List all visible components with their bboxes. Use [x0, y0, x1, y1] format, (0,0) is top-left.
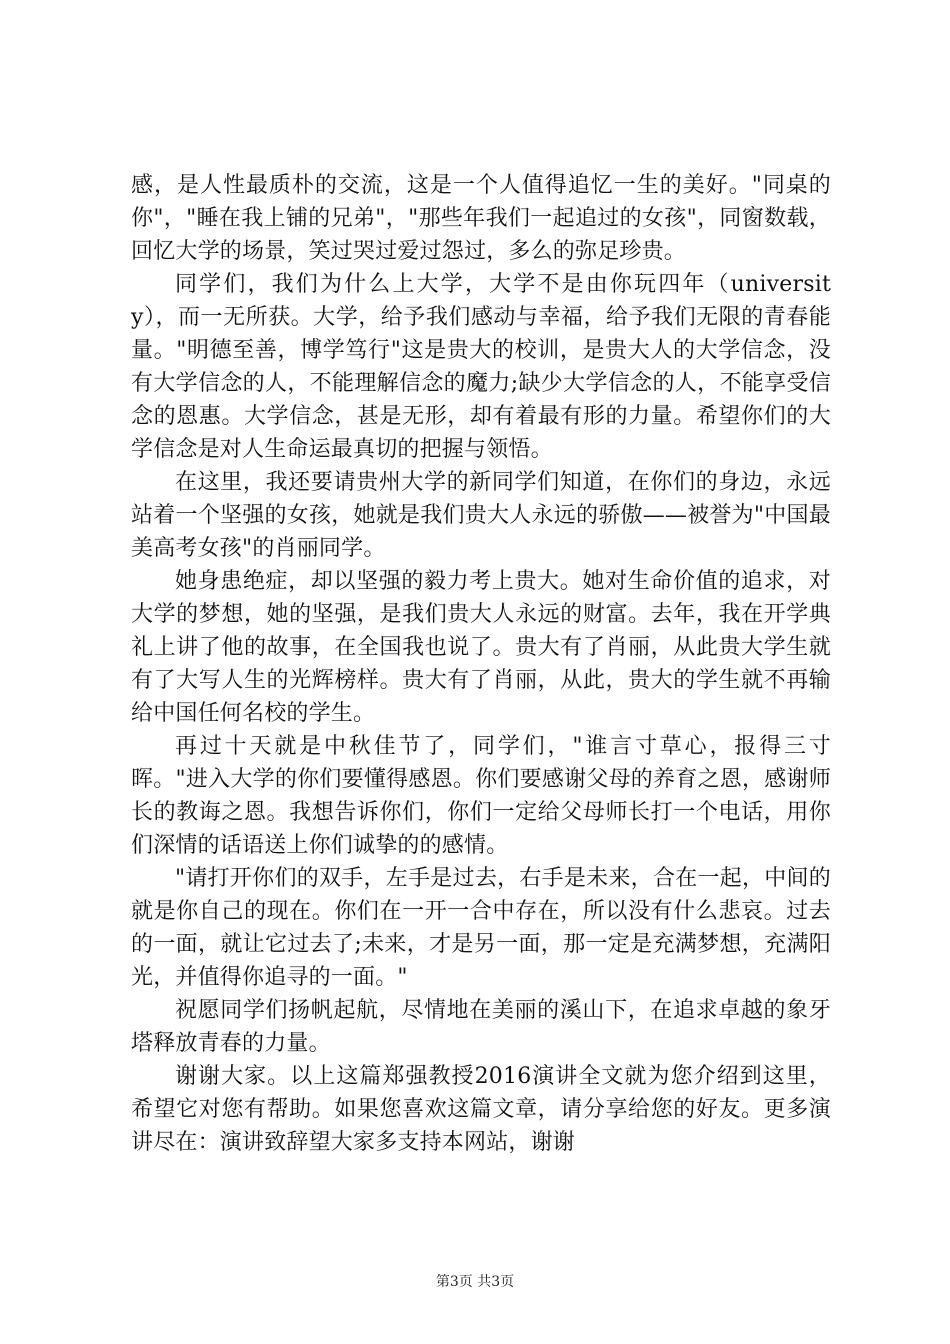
paragraph-1: 感，是人性最质朴的交流，这是一个人值得追忆一生的美好。"同桌的你"，"睡在我上铺的兄弟"，"那些年我们一起追过的女孩"，同窗数载，回忆大学的场景，笑过哭过爱过怨过，多么的弥足珍贵。 — [131, 173, 831, 264]
document-body — [131, 169, 831, 1159]
paragraph-2: 同学们，我们为什么上大学，大学不是由你玩四年（university），而一无所获。大学，给予我们感动与幸福，给予我们无限的青春能量。"明德至善，博学笃行"这是贵大的校训，是贵大人的大学信念，没有大学信念的人，不能理解信念的魔力;缺少大学信念的人，不能享受信念的恩惠。大学信念，甚是无形，却有着最有形的力量。希望你们的大学信念是对人生命运最真切的把握与领悟。 — [131, 272, 831, 462]
paragraph-4: 她身患绝症，却以坚强的毅力考上贵大。她对生命价值的追求，对大学的梦想，她的坚强，是我们贵大人永远的财富。去年，我在开学典礼上讲了他的故事，在全国我也说了。贵大有了肖丽，从此贵大学生就有了大写人生的光辉榜样。贵大有了肖丽，从此，贵大的学生就不再输给中国任何名校的学生。 — [131, 569, 831, 726]
paragraph-5: 再过十天就是中秋佳节了，同学们，"谁言寸草心，报得三寸晖。"进入大学的你们要懂得感恩。你们要感谢父母的养育之恩，感谢师长的教诲之恩。我想告诉你们，你们一定给父母师长打一个电话，用你们深情的话语送上你们诚挚的的感情。 — [131, 734, 831, 858]
paragraph-8: 谢谢大家。以上这篇郑强教授2016演讲全文就为您介绍到这里，希望它对您有帮助。如果您喜欢这篇文章，请分享给您的好友。更多演讲尽在：演讲致辞望大家多支持本网站，谢谢 — [131, 1064, 831, 1155]
paragraph-7: 祝愿同学们扬帆起航，尽情地在美丽的溪山下，在追求卓越的象牙塔释放青春的力量。 — [131, 998, 831, 1056]
paragraph-3: 在这里，我还要请贵州大学的新同学们知道，在你们的身边，永远站着一个坚强的女孩，她就是我们贵大人永远的骄傲——被誉为"中国最美高考女孩"的肖丽同学。 — [131, 470, 831, 561]
paragraph-6: "请打开你们的双手，左手是过去，右手是未来，合在一起，中间的就是你自己的现在。你们在一开一合中存在，所以没有什么悲哀。过去的一面，就让它过去了;未来，才是另一面，那一定是充满梦想，充满阳光，并值得你追寻的一面。" — [131, 866, 831, 990]
page-number-label: 第3页 共3页 — [435, 1274, 515, 1290]
page-footer — [0, 1272, 950, 1292]
